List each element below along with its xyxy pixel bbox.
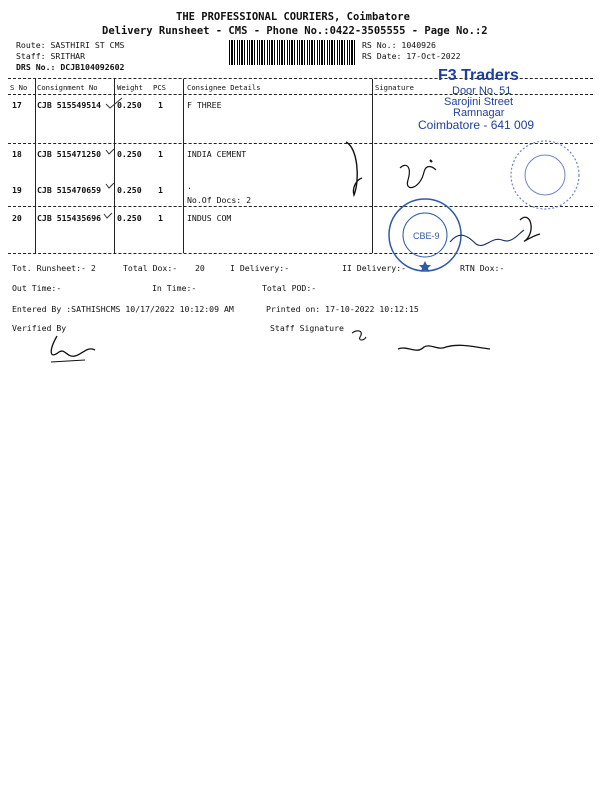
stamp-line1: Door No. 51 [452,85,512,97]
row-sno: 18 [12,149,22,159]
in-time: In Time:- [152,283,197,293]
header-consignee: Consignee Details [187,83,261,92]
tick-marks [100,90,130,240]
row-consignment: CJB 515435696 [37,213,102,223]
stamp-name: F3 Traders [438,67,519,84]
verified-by: Verified By [12,323,67,333]
entered-by: Entered By :SATHISHCMS 10/17/2022 10:12:09 AM [12,304,234,314]
i-delivery: I Delivery:- [230,263,290,273]
receiver-signature [440,200,560,260]
receiver-signature [340,140,440,210]
total-dox-value: 20 [195,263,205,273]
row-weight: 0.250 [117,100,142,110]
stamp-line2: Sarojini Street [444,96,514,108]
row-sno: 17 [12,100,22,110]
row-consignment: CJB 515470659 [37,185,102,195]
runsheet-subtitle: Delivery Runsheet - CMS - Phone No.:0422-3505555 - Page No.:2 [102,25,488,37]
staff-label: Staff: SRITHAR [16,51,86,61]
out-time: Out Time:- [12,283,62,293]
rtn-dox: RTN Dox:- [460,263,505,273]
route-label: Route: SASTHIRI ST CMS [16,40,125,50]
row-consignee: F THREE [187,100,222,110]
total-runsheet: Tot. Runsheet:- 2 [12,263,96,273]
col-divider [35,79,36,253]
rs-number: RS No.: 1040926 [362,40,436,50]
barcode [229,40,357,65]
header-sno: S No [10,83,28,92]
stamp-line4: Coimbatore - 641 009 [418,118,535,132]
stamp-line3: Ramnagar [453,107,505,119]
row-pcs: 1 [158,100,163,110]
row-sno: 20 [12,213,22,223]
printed-on: Printed on: 17-10-2022 10:12:15 [266,304,419,314]
drs-number: DRS No.: DCJB104092602 [16,62,125,72]
header-signature: Signature [375,83,414,92]
company-title: THE PROFESSIONAL COURIERS, Coimbatore [176,11,410,23]
header-pcs: PCS [153,83,166,92]
col-divider [183,79,184,253]
row-pcs: 1 [158,213,163,223]
header-weight: Weight [117,83,143,92]
row-consignment: CJB 515471250 [37,149,102,159]
header-consignment: Consignment No [37,83,98,92]
row-consignment: CJB 515549514 [37,100,102,110]
row-doc-count: No.Of Docs: 2 [187,195,252,205]
total-pod: Total POD:- [262,283,317,293]
row-weight: 0.250 [117,149,142,159]
seal-label: CBE-9 [413,231,440,241]
rs-date: RS Date: 17-Oct-2022 [362,51,461,61]
row-consignee: INDUS COM [187,213,232,223]
verifier-signature [45,330,105,370]
row-pcs: 1 [158,185,163,195]
row-consignee: INDIA CEMENT [187,149,247,159]
staff-signature-label: Staff Signature [270,323,344,333]
row-pcs: 1 [158,149,163,159]
row-weight: 0.250 [117,213,142,223]
row-consignee: . [187,181,192,191]
row-sno: 19 [12,185,22,195]
total-dox-label: Total Dox:- [123,263,178,273]
staff-signature [350,325,500,365]
row-weight: 0.250 [117,185,142,195]
ii-delivery: II Delivery:- [342,263,407,273]
